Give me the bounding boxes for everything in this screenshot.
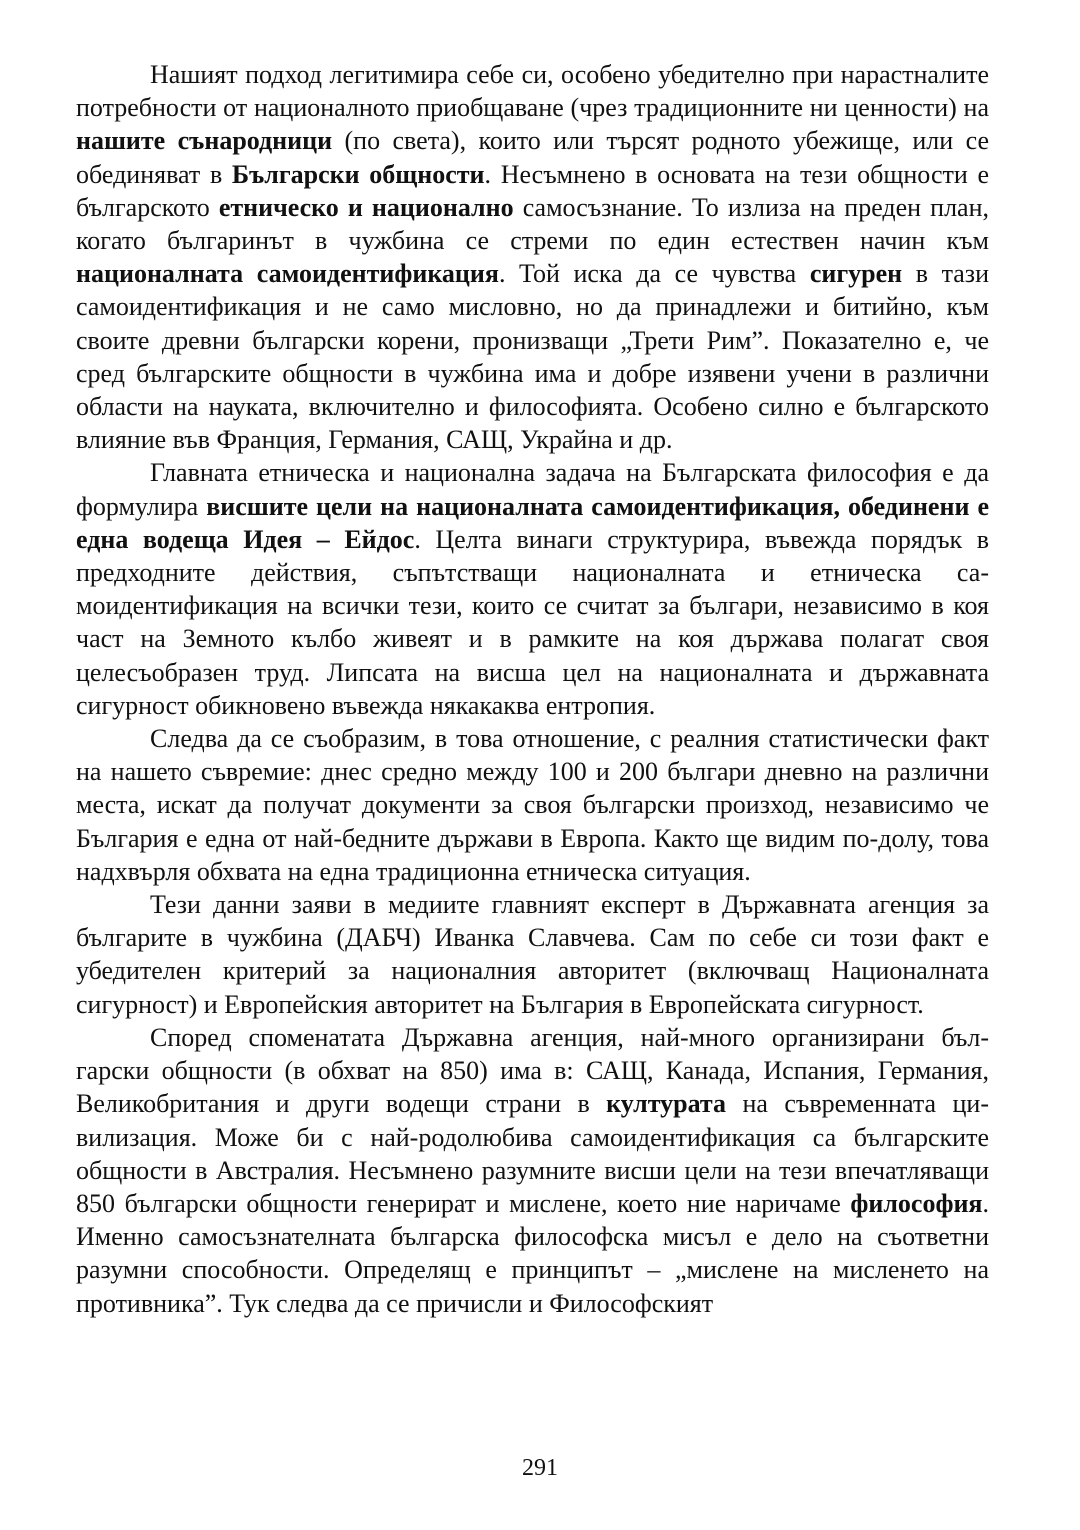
paragraph-3 [76, 722, 989, 888]
text-run: Главната етническа и национална задача на Българската философия е да формулира [76, 458, 989, 521]
text-run: . Именно самосъзнателната българска философска мисъл е дело на съответни разумни способности. Определящ е принципът – „мислене на мисленето на противника”. Тук следва да се причисли и Философският [76, 1188, 989, 1318]
text-run: (по света), които или търсят родното убежище, или се обединяват в [76, 126, 989, 189]
bold-text: нашите сънародници [76, 126, 333, 156]
text-run: Според споменатата Държавна агенция, най-много организирани български общности (в обхват на 850) има в: САЩ, Канада, Испания, Германия, Великобритания и други водещи страни в [76, 1022, 989, 1119]
text-run: в тази самоидентификация и не само мисловно, но да принадлежи и битийно, към своите древни български корени, пронизващи „Трети Рим”. Показателно е, че сред българските общности в чужбина има и добре изявени учени в различни области на науката, включително и философията. Особено силно е българското влияние във Франция, Германия, САЩ, Украйна и др. [76, 259, 989, 455]
bold-text: етническо и национално [218, 192, 514, 222]
text-run: . Той иска да се чувства [498, 259, 810, 289]
text-run: Тези данни заяви в медиите главният експерт в Държавната агенция за българите в чужбина (ДАБЧ) Иванка Славчева. Сам по себе си този факт е убедителен критерий за националния авторитет (включващ Националната сигурност) и Европейския авторитет на България в Европейската сигурност. [76, 890, 989, 1019]
bold-text: сигурен [809, 259, 903, 289]
bold-text: Български общности [231, 159, 485, 189]
paragraph-5 [76, 1021, 989, 1320]
bold-text: културата [606, 1089, 727, 1119]
page-number: 291 [522, 1455, 558, 1481]
text-run: самосъзнание. То излиза на преден план, когато българинът в чужбина се стреми по един естествен начин към [76, 192, 990, 256]
paragraph-1 [76, 58, 989, 456]
bold-text: висшите цели на националната самоидентификация, обединени е една водеща Идея – Ейдос [76, 491, 989, 554]
text-run: на съвременната цивилизация. Може би с най-родолюбива самоидентификация са българските общности в Австралия. Несъмнено разумните висши цели на тези впечатляващи 850 български общности генерират и мислене, което ние наричаме [76, 1089, 989, 1218]
paragraph-2 [76, 456, 989, 722]
text-run: . Целта винаги структурира, въвежда порядък в предходните действия, съпътстващи националната и етническа самоидентификация на всички тези, които се считат за българи, независимо в коя част на Земното кълбо живеят и в рамките на коя държава полагат своя целесъобразен труд. Липсата на висша цел на националната и държавната сигурност обикновено въвежда някакаква ентропия. [76, 524, 989, 720]
bold-text: философия [850, 1188, 983, 1218]
document-body [76, 58, 989, 1320]
paragraph-4 [76, 888, 989, 1021]
text-run: . Несъмнено в основата на тези общности е българското [76, 159, 989, 222]
text-run: Следва да се съобразим, в това отношение, с реалния статистически факт на нашето съвремие: днес средно между 100 и 200 българи дневно на различни места, искат да получат документи за своя български произход, независимо че България е една от най-бедните държави в Европа. Както ще видим по-долу, това надхвърля обхвата на една традиционна етническа ситуация. [76, 724, 989, 886]
text-run: Нашият подход легитимира себе си, особено убедително при нарастналите потребности от националното приобщаване (чрез традиционните ни ценности) на [76, 60, 989, 123]
bold-text: националната самоидентификация [76, 259, 499, 289]
